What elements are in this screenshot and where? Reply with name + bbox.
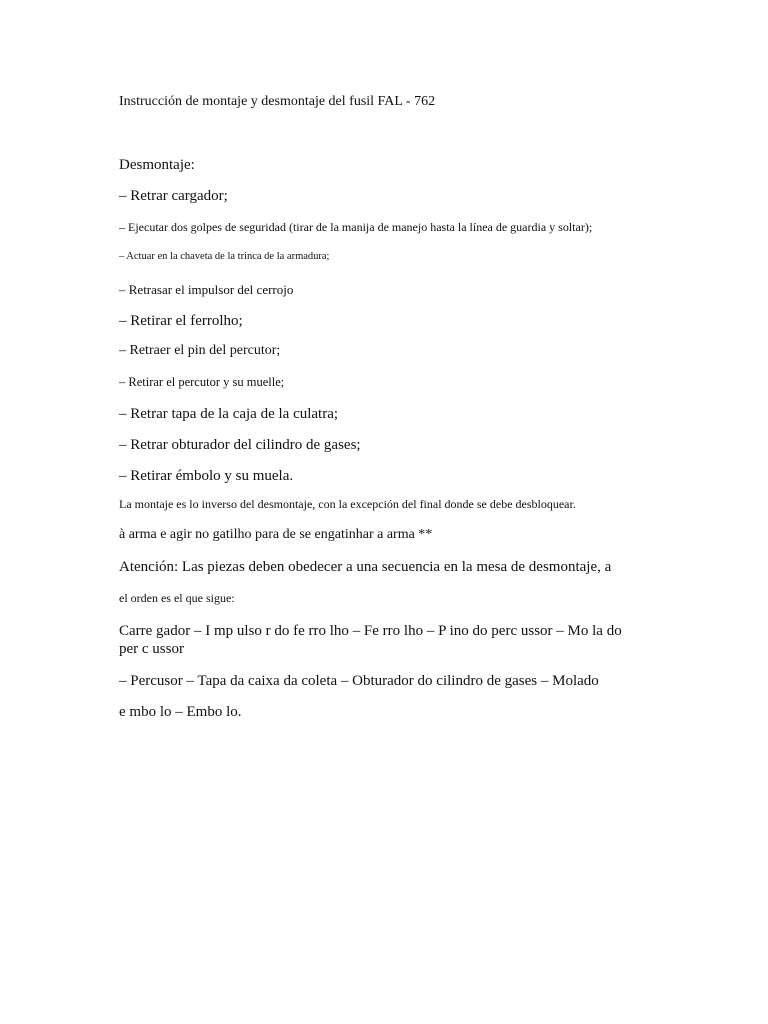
step-item: – Retraer el pin del percutor; bbox=[119, 343, 281, 358]
step-item: – Retirar el ferrolho; bbox=[119, 313, 243, 329]
step-item: – Actuar en la chaveta de la trinca de la armadura; bbox=[119, 251, 330, 262]
step-item: – Retrasar el impulsor del cerrojo bbox=[119, 282, 294, 297]
step-item: – Retrar cargador; bbox=[119, 188, 228, 204]
step-item: – Ejecutar dos golpes de seguridad (tirar de la manija de manejo hasta la línea de guardia y soltar); bbox=[119, 220, 593, 234]
step-item: – Retrar obturador del cilindro de gases; bbox=[119, 437, 361, 453]
order-sequence-line: – Percusor – Tapa da caixa da coleta – Obturador do cilindro de gases – Molado bbox=[119, 673, 599, 689]
document-title: Instrucción de montaje y desmontaje del fusil FAL - 762 bbox=[119, 94, 436, 109]
step-item: – Retirar el percutor y su muelle; bbox=[119, 375, 285, 389]
note-inverse: La montaje es lo inverso del desmontaje, con la excepción del final donde se debe desbloquear. bbox=[119, 497, 576, 511]
attention-note: Atención: Las piezas deben obedecer a una secuencia en la mesa de desmontaje, a bbox=[119, 559, 612, 575]
step-item: – Retrar tapa de la caja de la culatra; bbox=[119, 406, 339, 422]
order-intro: el orden es el que sigue: bbox=[119, 591, 235, 605]
order-sequence-line: e mbo lo – Embo lo. bbox=[119, 704, 242, 720]
section-heading: Desmontaje: bbox=[119, 157, 195, 173]
order-sequence-line: Carre gador – I mp ulso r do fe rro lho – Fe rro lho – P ino do perc ussor – Mo la do per c ussor bbox=[119, 623, 622, 657]
note-portuguese: à arma e agir no gatilho para de se engatinhar a arma ** bbox=[119, 527, 433, 542]
step-item: – Retirar émbolo y su muela. bbox=[119, 468, 294, 484]
